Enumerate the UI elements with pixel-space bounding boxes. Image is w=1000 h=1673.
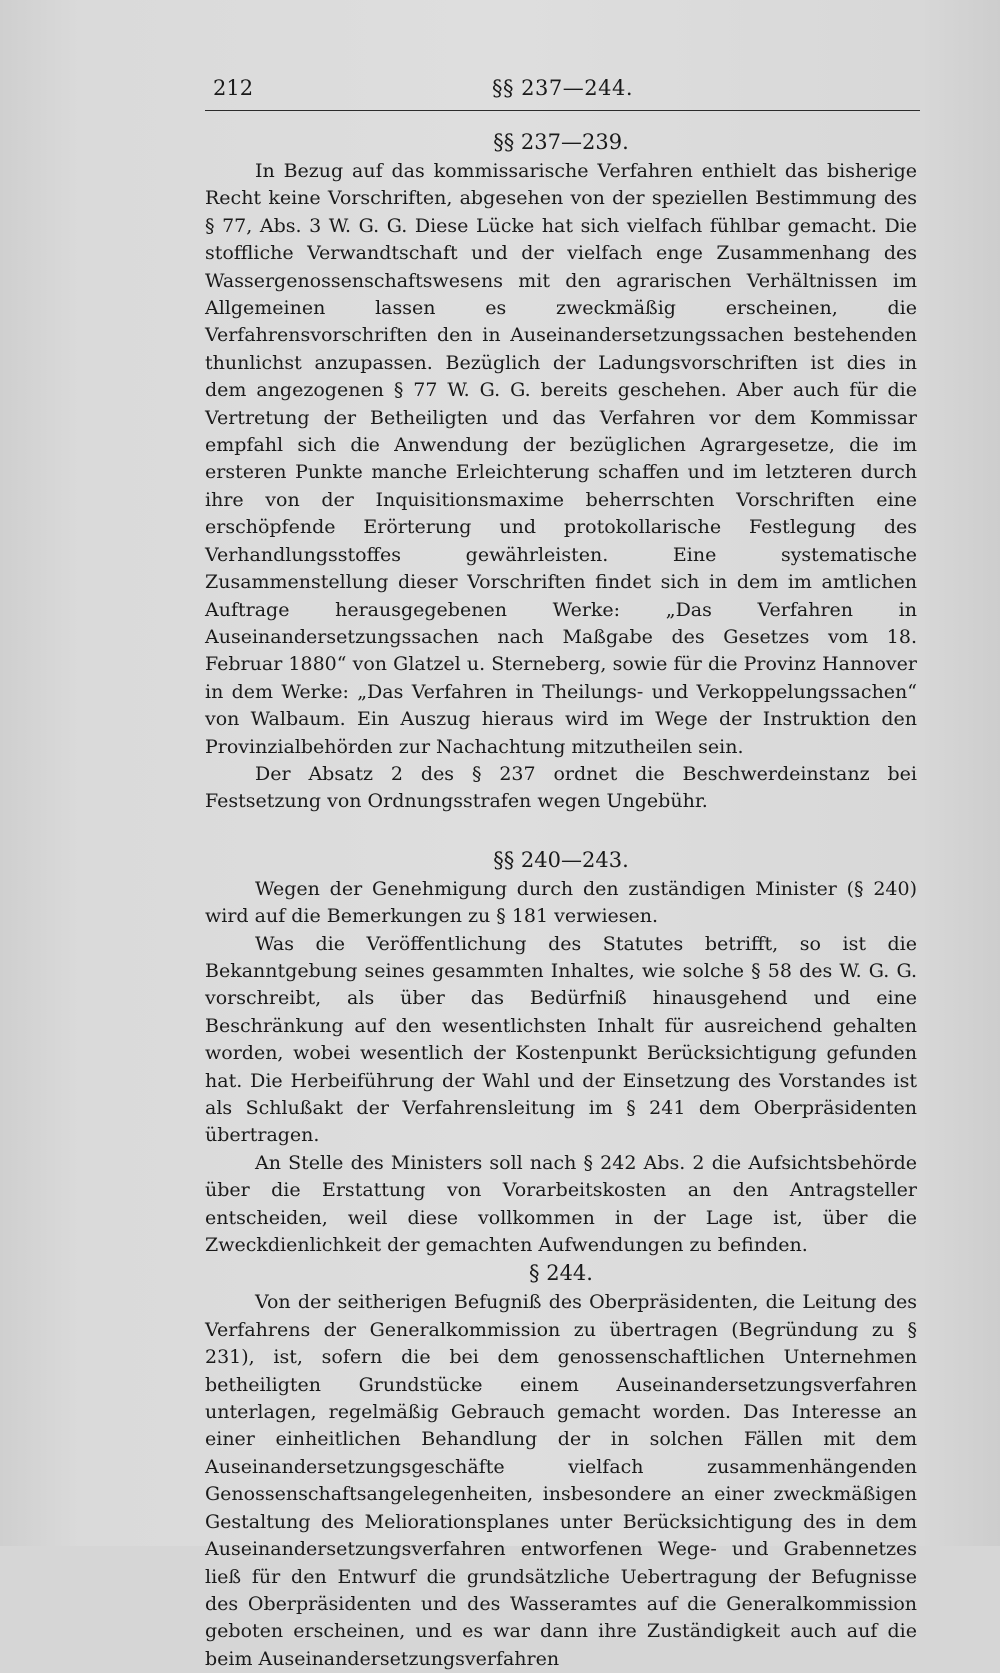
paragraph: Was die Veröffentlichung des Statutes betrifft, so ist die Bekanntgebung seines gesammten Inhaltes, wie solche § 58 des W. G. G. vorschreibt, als über das Bedürfniß hinausgehend und eine Beschränkung auf den wesentlichsten Inhalt für ausreichend gehalten worden, wobei wesentlich der Kostenpunkt Berücksichtigung gefunden hat. Die Herbeiführung der Wahl und der Einsetzung des Vorstandes ist als Schlußakt der Verfahrensleitung im § 241 dem Oberpräsidenten übertragen. [205,932,917,1147]
section-244 [205,1259,917,1673]
paragraph: Wegen der Genehmigung durch den zuständigen Minister (§ 240) wird auf die Bemerkungen zu § 181 verwiesen. [205,877,917,928]
page-number: 212 [213,76,254,100]
paragraph: Der Absatz 2 des § 237 ordnet die Beschwerdeinstanz bei Festsetzung von Ordnungsstrafen wegen Ungebühr. [205,762,917,813]
section-title: §§ 237—239. [493,130,629,154]
section-240-243 [205,846,917,1260]
paragraph: Von der seitherigen Befugniß des Oberpräsidenten, die Leitung des Verfahrens der Generalkommission zu übertragen (Begründung zu § 231), ist, sofern die bei dem genossenschaftlichen Unternehmen betheiligten Grundstücke einem Auseinandersetzungsverfahren unterlagen, regelmäßig Gebrauch gemacht worden. Das Interesse an einer einheitlichen Behandlung der in solchen Fällen mit dem Auseinandersetzungsgeschäfte vielfach zusammenhängenden Genossenschaftsangelegenheiten, insbesondere an einer zweckmäßigen Gestaltung des Meliorationsplanes unter Berücksichtigung des in dem Auseinandersetzungsverfahren entworfenen Wege- und Grabennetzes ließ für den Entwurf die grundsätzliche Uebertragung der Befugnisse des Oberpräsidenten und des Wasseramtes auf die Generalkommission geboten erscheinen, und es war dann ihre Zuständigkeit auch auf die beim Auseinandersetzungsverfahren [205,1291,917,1670]
page-body [205,128,917,1673]
page-header [205,70,920,111]
paragraph: An Stelle des Ministers soll nach § 242 Abs. 2 die Aufsichtsbehörde über die Erstattung von Vorarbeitskosten an den Antragsteller entscheiden, weil diese vollkommen in der Lage ist, über die Zweckdienlichkeit der gemachten Aufwendungen zu befinden. [205,1151,917,1257]
section-title: §§ 240—243. [493,847,629,872]
section-title: § 244. [529,1261,593,1286]
paragraph: In Bezug auf das kommissarische Verfahren enthielt das bisherige Recht keine Vorschriften, abgesehen von der speziellen Bestimmung des § 77, Abs. 3 W. G. G. Diese Lücke hat sich vielfach fühlbar gemacht. Die stoffliche Verwandtschaft und der vielfach enge Zusammenhang des Wassergenossenschaftswesens mit den agrarischen Verhältnissen im Allgemeinen lassen es zweckmäßig erscheinen, die Verfahrensvorschriften den in Auseinandersetzungssachen bestehenden thunlichst anzupassen. Bezüglich der Ladungsvorschriften ist dies in dem angezogenen § 77 W. G. G. bereits geschehen. Aber auch für die Vertretung der Betheiligten und das Verfahren vor dem Kommissar empfahl sich die Anwendung der bezüglichen Agrargesetze, die im ersteren Punkte manche Erleichterung schaffen und im letzteren durch ihre von der Inquisitionsmaxime beherrschten Vorschriften eine erschöpfende Erörterung und protokollarische Festlegung des Verhandlungsstoffes gewährleisten. Eine systematische Zusammenstellung dieser Vorschriften findet sich in dem im amtlichen Auftrage herausgegebenen Werke: „Das Verfahren in Auseinandersetzungssachen nach Maßgabe des Gesetzes vom 18. Februar 1880“ von Glatzel u. Sterneberg, sowie für die Provinz Hannover in dem Werke: „Das Verfahren in Theilungs- und Verkoppelungssachen“ von Walbaum. Ein Auszug hieraus wird im Wege der Instruktion den Provinzialbehörden zur Nachachtung mitzutheilen sein. [205,160,917,758]
section-237-239 [205,128,917,816]
running-head: §§ 237—244. [491,76,633,100]
